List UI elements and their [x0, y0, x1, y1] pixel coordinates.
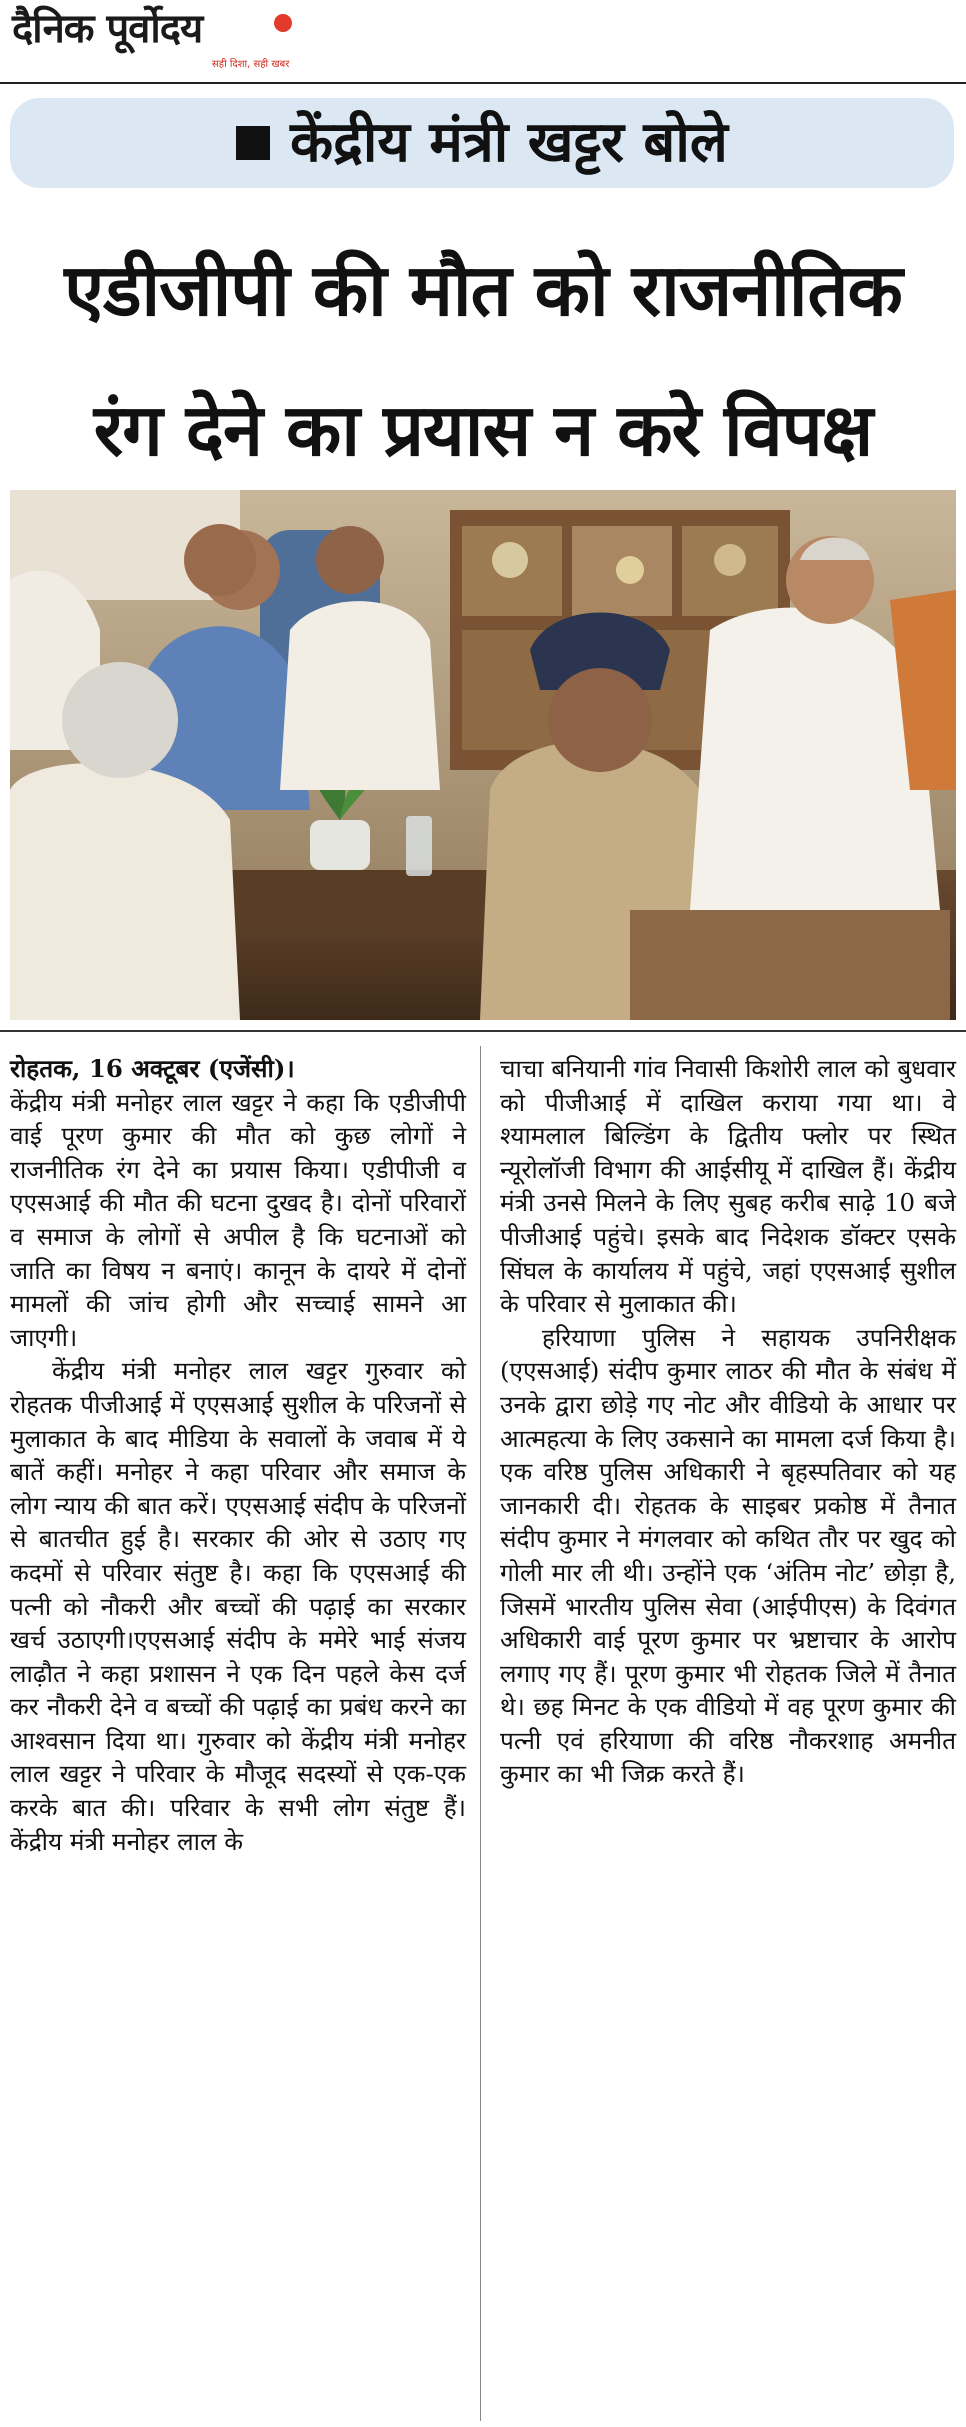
article-paragraph: केंद्रीय मंत्री मनोहर लाल खट्टर गुरुवार को रोहतक पीजीआई में एएसआई सुशील के परिजनों से मुलाकात के बाद मीडिया के सवालों के जवाब में ये बातें कहीं। मनोहर ने कहा परिवार और समाज के लोग न्याय की बात करें। एएसआई संदीप के परिजनों से बातचीत हुई है। सरकार की ओर से उठाए गए कदमों से परिवार संतुष्ट है। कहा कि एएसआई की पत्नी को नौकरी और बच्चों की पढ़ाई का सरकार खर्च उठाएगी।एएसआई संदीप के ममेरे भाई संजय लाढ़ौत ने कहा प्रशासन ने एक दिन पहले केस दर्ज कर नौकरी देने व बच्चों की पढ़ाई का प्रबंध करने का आश्वसान दिया था। गुरुवार को केंद्रीय मंत्री मनोहर लाल खट्टर ने परिवार के मौजूद सदस्यों से एक-एक करके बात की। परिवार के सभी लोग संतुष्ट हैं। केंद्रीय मंत्री मनोहर लाल के	[10, 1356, 466, 1856]
masthead-rule	[0, 82, 966, 84]
headline-line-1: एडीजीपी की मौत को राजनीतिक	[64, 248, 902, 332]
column-divider	[480, 1046, 481, 2421]
masthead	[12, 6, 332, 76]
news-photo	[10, 490, 956, 1020]
section-rule	[0, 1030, 966, 1032]
newspaper-tagline: सही दिशा, सही खबर	[212, 59, 290, 70]
newspaper-name: दैनिक पूर्वोदय	[12, 6, 203, 52]
kicker-text: केंद्रीय मंत्री खट्टर बोले	[290, 110, 728, 175]
article-paragraph: चाचा बनियानी गांव निवासी किशोरी लाल को बुधवार को पीजीआई में दाखिल कराया गया था। वे श्यामलाल बिल्डिंग के द्वितीय फ्लोर पर स्थित न्यूरोलॉजी विभाग की आईसीयू में दाखिल हैं। केंद्रीय मंत्री उनसे मिलने के लिए सुबह करीब साढ़े 10 बजे पीजीआई पहुंचे। इसके बाद निदेशक डॉक्टर एसके सिंघल के कार्यालय में पहुंचे, जहां एएसआई सुशील के परिवार से मुलाकात की।	[500, 1054, 956, 1319]
paragraph-text: केंद्रीय मंत्री मनोहर लाल खट्टर ने कहा कि एडीजीपी वाई पूरण कुमार की मौत को कुछ लोगों ने राजनीतिक रंग देने का प्रयास किया। एडीपीजी व एएसआई की मौत की घटना दुखद है। दोनों परिवारों व समाज के लोगों से अपील है कि घटनाओं को जाति का विषय न बनाएं। कानून के दायरे में दोनों मामलों की जांच होगी और सच्चाई सामने आ जाएगी।	[10, 1087, 466, 1352]
kicker-banner	[10, 98, 954, 188]
article-column-right	[500, 1052, 956, 1791]
dateline: रोहतक, 16 अक्टूबर (एजेंसी)।	[10, 1054, 295, 1083]
article-column-left	[10, 1052, 466, 1858]
logo-sun-icon	[274, 14, 292, 32]
article-paragraph: हरियाणा पुलिस ने सहायक उपनिरीक्षक (एएसआई) संदीप कुमार लाठर की मौत के संबंध में उनके द्वारा छोड़े गए नोट और वीडियो के आधार पर आत्महत्या के लिए उकसाने का मामला दर्ज किया है। एक वरिष्ठ पुलिस अधिकारी ने बृहस्पतिवार को यह जानकारी दी। रोहतक के साइबर प्रकोष्ठ में तैनात संदीप कुमार ने मंगलवार को कथित तौर पर खुद को गोली मार ली थी। उन्होंने एक ‘अंतिम नोट’ छोड़ा है, जिसमें भारतीय पुलिस सेवा (आईपीएस) के दिवंगत अधिकारी वाई पूरण कुमार पर भ्रष्टाचार के आरोप लगाए गए हैं। पूरण कुमार भी रोहतक जिले में तैनात थे। छह मिनट के एक वीडियो में वह पूरण कुमार की पत्नी एवं हरियाणा की वरिष्ठ नौकरशाह अमनीत कुमार का भी जिक्र करते हैं।	[500, 1322, 956, 1789]
headline-line-2: रंग देने का प्रयास न करे विपक्ष	[93, 388, 873, 472]
article-paragraph	[10, 1052, 466, 1354]
square-bullet-icon	[236, 126, 270, 160]
headline	[0, 220, 966, 500]
